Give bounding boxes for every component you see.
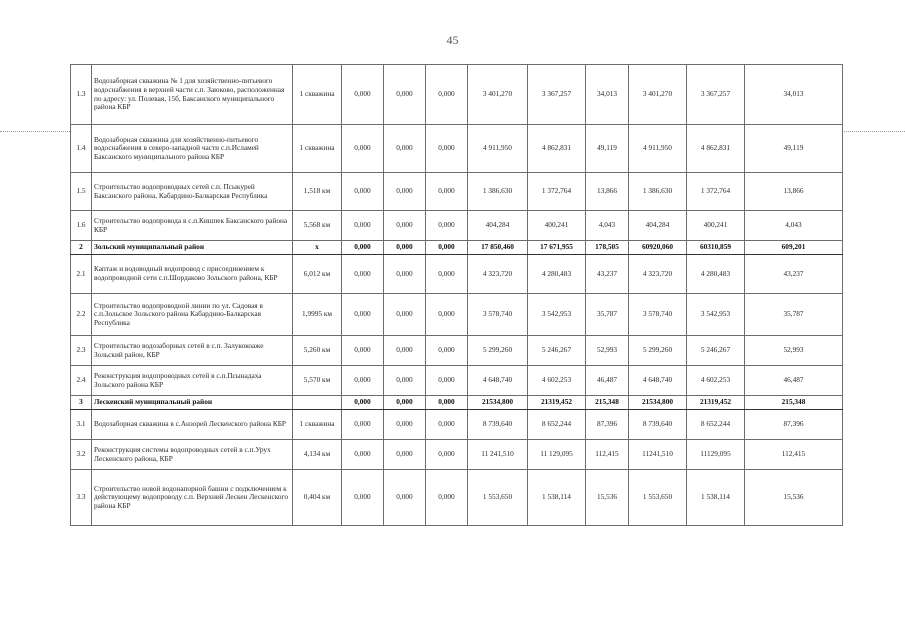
value-cell: 13,866 xyxy=(745,173,843,211)
value-cell: 112,415 xyxy=(586,440,629,470)
value-cell: 0,000 xyxy=(426,294,468,336)
value-cell: 5 299,260 xyxy=(468,336,528,366)
value-cell: 21319,452 xyxy=(528,396,586,410)
object-name: Каптаж и водоводный водопровод с присоединением к водопроводной сети с.п.Шордаково Зольского района, КБР xyxy=(92,255,293,294)
region-row xyxy=(71,241,843,255)
capacity-cell: 5,260 км xyxy=(293,336,342,366)
object-name: Строительство водопроводных сетей с.п. Псыкурей Баксанского района, Кабардино-Балкарская Республика xyxy=(92,173,293,211)
value-cell: 4 602,253 xyxy=(528,366,586,396)
capacity-cell xyxy=(293,396,342,410)
row-index: 3.2 xyxy=(71,440,92,470)
row-index: 3 xyxy=(71,396,92,410)
value-cell: 5 299,260 xyxy=(629,336,687,366)
table-row xyxy=(71,366,843,396)
value-cell: 215,348 xyxy=(586,396,629,410)
value-cell: 609,201 xyxy=(745,241,843,255)
budget-table xyxy=(70,64,843,526)
value-cell: 0,000 xyxy=(384,294,426,336)
value-cell: 3 401,270 xyxy=(468,65,528,125)
value-cell: 0,000 xyxy=(384,211,426,241)
value-cell: 8 652,244 xyxy=(528,410,586,440)
value-cell: 0,000 xyxy=(384,410,426,440)
value-cell: 4,043 xyxy=(586,211,629,241)
value-cell: 4 911,950 xyxy=(629,125,687,173)
object-name: Реконструкция системы водопроводных сетей в с.п.Урух Лескенского района, КБР xyxy=(92,440,293,470)
row-index: 3.1 xyxy=(71,410,92,440)
value-cell: 17 850,460 xyxy=(468,241,528,255)
value-cell: 4 862,831 xyxy=(528,125,586,173)
value-cell: 0,000 xyxy=(426,65,468,125)
value-cell: 1 553,650 xyxy=(629,470,687,526)
capacity-cell: 1 скважина xyxy=(293,125,342,173)
object-name: Строительство новой водонапорной башни с подключением к действующему водопроводу с.п. Верхний Лескен Лескенского района КБР xyxy=(92,470,293,526)
value-cell: 49,119 xyxy=(586,125,629,173)
value-cell: 0,000 xyxy=(384,241,426,255)
row-index: 2.2 xyxy=(71,294,92,336)
value-cell: 5 246,267 xyxy=(528,336,586,366)
capacity-cell: 6,012 км xyxy=(293,255,342,294)
value-cell: 3 401,270 xyxy=(629,65,687,125)
row-index: 1.5 xyxy=(71,173,92,211)
value-cell: 0,000 xyxy=(426,173,468,211)
value-cell: 21319,452 xyxy=(687,396,745,410)
value-cell: 0,000 xyxy=(384,173,426,211)
value-cell: 0,000 xyxy=(342,173,384,211)
value-cell: 0,000 xyxy=(342,410,384,440)
value-cell: 0,000 xyxy=(426,336,468,366)
row-index: 1.4 xyxy=(71,125,92,173)
value-cell: 0,000 xyxy=(426,470,468,526)
value-cell: 11241,510 xyxy=(629,440,687,470)
capacity-cell: 0,404 км xyxy=(293,470,342,526)
row-index: 2.3 xyxy=(71,336,92,366)
object-name: Водозаборная скважина для хозяйственно-питьевого водоснабжения в северо-западной части с.п.Исламей Баксанского муниципального района КБР xyxy=(92,125,293,173)
value-cell: 0,000 xyxy=(426,396,468,410)
value-cell: 0,000 xyxy=(342,440,384,470)
value-cell: 0,000 xyxy=(342,65,384,125)
value-cell: 52,993 xyxy=(745,336,843,366)
value-cell: 0,000 xyxy=(426,241,468,255)
value-cell: 21534,800 xyxy=(629,396,687,410)
capacity-cell: 5,570 км xyxy=(293,366,342,396)
table-row xyxy=(71,440,843,470)
table-body xyxy=(71,65,843,526)
value-cell: 215,348 xyxy=(745,396,843,410)
value-cell: 8 739,640 xyxy=(468,410,528,440)
value-cell: 8 739,640 xyxy=(629,410,687,440)
value-cell: 0,000 xyxy=(384,255,426,294)
value-cell: 60920,060 xyxy=(629,241,687,255)
capacity-cell: 1 скважина xyxy=(293,65,342,125)
table-row xyxy=(71,410,843,440)
value-cell: 8 652,244 xyxy=(687,410,745,440)
value-cell: 21534,800 xyxy=(468,396,528,410)
value-cell: 87,396 xyxy=(745,410,843,440)
scan-artifact-line-left xyxy=(0,131,70,132)
page-number: 45 xyxy=(446,33,459,47)
object-name: Лескенский муниципальный район xyxy=(92,396,293,410)
value-cell: 0,000 xyxy=(384,125,426,173)
value-cell: 11 129,095 xyxy=(528,440,586,470)
table-row xyxy=(71,211,843,241)
value-cell: 0,000 xyxy=(426,125,468,173)
value-cell: 0,000 xyxy=(342,241,384,255)
value-cell: 112,415 xyxy=(745,440,843,470)
table-row xyxy=(71,173,843,211)
value-cell: 4 862,831 xyxy=(687,125,745,173)
object-name: Реконструкция водопроводных сетей в с.п.Псынадаха Зольского района КБР xyxy=(92,366,293,396)
capacity-cell: 5,568 км xyxy=(293,211,342,241)
value-cell: 0,000 xyxy=(342,470,384,526)
value-cell: 404,284 xyxy=(629,211,687,241)
value-cell: 4 602,253 xyxy=(687,366,745,396)
value-cell: 4 323,720 xyxy=(629,255,687,294)
capacity-cell: 1 скважина xyxy=(293,410,342,440)
value-cell: 1 372,764 xyxy=(687,173,745,211)
value-cell: 0,000 xyxy=(342,396,384,410)
value-cell: 43,237 xyxy=(586,255,629,294)
table-row xyxy=(71,294,843,336)
value-cell: 4,043 xyxy=(745,211,843,241)
value-cell: 0,000 xyxy=(342,255,384,294)
value-cell: 1 372,764 xyxy=(528,173,586,211)
value-cell: 0,000 xyxy=(342,125,384,173)
value-cell: 400,241 xyxy=(687,211,745,241)
object-name: Строительство водопроводной линии по ул. Садовая в с.п.Зольское Зольского района Кабардино-Балкарская Республика xyxy=(92,294,293,336)
value-cell: 52,993 xyxy=(586,336,629,366)
table-row xyxy=(71,336,843,366)
value-cell: 404,284 xyxy=(468,211,528,241)
table-row xyxy=(71,255,843,294)
object-name: Водозаборная скважина в с.Анзорей Лескенского района КБР xyxy=(92,410,293,440)
value-cell: 1 553,650 xyxy=(468,470,528,526)
value-cell: 15,536 xyxy=(586,470,629,526)
value-cell: 178,505 xyxy=(586,241,629,255)
value-cell: 0,000 xyxy=(384,396,426,410)
value-cell: 15,536 xyxy=(745,470,843,526)
value-cell: 87,396 xyxy=(586,410,629,440)
value-cell: 0,000 xyxy=(384,65,426,125)
value-cell: 400,241 xyxy=(528,211,586,241)
object-name: Строительство водозаборных сетей в с.п. Залукокоаже Зольский район, КБР xyxy=(92,336,293,366)
value-cell: 35,787 xyxy=(745,294,843,336)
object-name: Строительство водопровода в с.п.Кишпек Баксанского района КБР xyxy=(92,211,293,241)
value-cell: 0,000 xyxy=(426,410,468,440)
value-cell: 3 542,953 xyxy=(687,294,745,336)
value-cell: 0,000 xyxy=(426,366,468,396)
value-cell: 13,866 xyxy=(586,173,629,211)
value-cell: 5 246,267 xyxy=(687,336,745,366)
value-cell: 4 280,483 xyxy=(687,255,745,294)
value-cell: 0,000 xyxy=(342,366,384,396)
value-cell: 4 323,720 xyxy=(468,255,528,294)
value-cell: 1 538,114 xyxy=(528,470,586,526)
capacity-cell: 4,134 км xyxy=(293,440,342,470)
value-cell: 0,000 xyxy=(426,255,468,294)
value-cell: 0,000 xyxy=(384,336,426,366)
value-cell: 49,119 xyxy=(745,125,843,173)
value-cell: 43,237 xyxy=(745,255,843,294)
value-cell: 0,000 xyxy=(384,366,426,396)
value-cell: 3 367,257 xyxy=(528,65,586,125)
value-cell: 34,013 xyxy=(745,65,843,125)
value-cell: 1 386,630 xyxy=(468,173,528,211)
table-row xyxy=(71,470,843,526)
value-cell: 46,487 xyxy=(586,366,629,396)
value-cell: 3 367,257 xyxy=(687,65,745,125)
row-index: 3.3 xyxy=(71,470,92,526)
value-cell: 4 911,950 xyxy=(468,125,528,173)
value-cell: 0,000 xyxy=(384,440,426,470)
value-cell: 0,000 xyxy=(426,211,468,241)
value-cell: 4 648,740 xyxy=(468,366,528,396)
object-name: Зольский муниципальный район xyxy=(92,241,293,255)
value-cell: 3 542,953 xyxy=(528,294,586,336)
value-cell: 11 241,510 xyxy=(468,440,528,470)
table-row xyxy=(71,125,843,173)
value-cell: 34,013 xyxy=(586,65,629,125)
value-cell: 17 671,955 xyxy=(528,241,586,255)
row-index: 2.1 xyxy=(71,255,92,294)
capacity-cell: 1,518 км xyxy=(293,173,342,211)
value-cell: 46,487 xyxy=(745,366,843,396)
row-index: 2.4 xyxy=(71,366,92,396)
row-index: 2 xyxy=(71,241,92,255)
value-cell: 35,787 xyxy=(586,294,629,336)
table-row xyxy=(71,65,843,125)
value-cell: 3 578,740 xyxy=(468,294,528,336)
value-cell: 1 538,114 xyxy=(687,470,745,526)
scan-artifact-line-right xyxy=(842,131,905,132)
row-index: 1.6 xyxy=(71,211,92,241)
value-cell: 3 578,740 xyxy=(629,294,687,336)
capacity-cell: х xyxy=(293,241,342,255)
value-cell: 0,000 xyxy=(342,294,384,336)
value-cell: 0,000 xyxy=(342,211,384,241)
value-cell: 0,000 xyxy=(426,440,468,470)
value-cell: 0,000 xyxy=(384,470,426,526)
value-cell: 4 648,740 xyxy=(629,366,687,396)
object-name: Водозаборная скважина № 1 для хозяйственно-питьевого водоснабжения в верхней части с.п. Заюково, расположенная по адресу: ул. Полевая, 15б, Баксанского муниципального района КБР xyxy=(92,65,293,125)
value-cell: 11129,095 xyxy=(687,440,745,470)
region-row xyxy=(71,396,843,410)
value-cell: 60310,859 xyxy=(687,241,745,255)
value-cell: 4 280,483 xyxy=(528,255,586,294)
row-index: 1.3 xyxy=(71,65,92,125)
capacity-cell: 1,9995 км xyxy=(293,294,342,336)
value-cell: 0,000 xyxy=(342,336,384,366)
value-cell: 1 386,630 xyxy=(629,173,687,211)
